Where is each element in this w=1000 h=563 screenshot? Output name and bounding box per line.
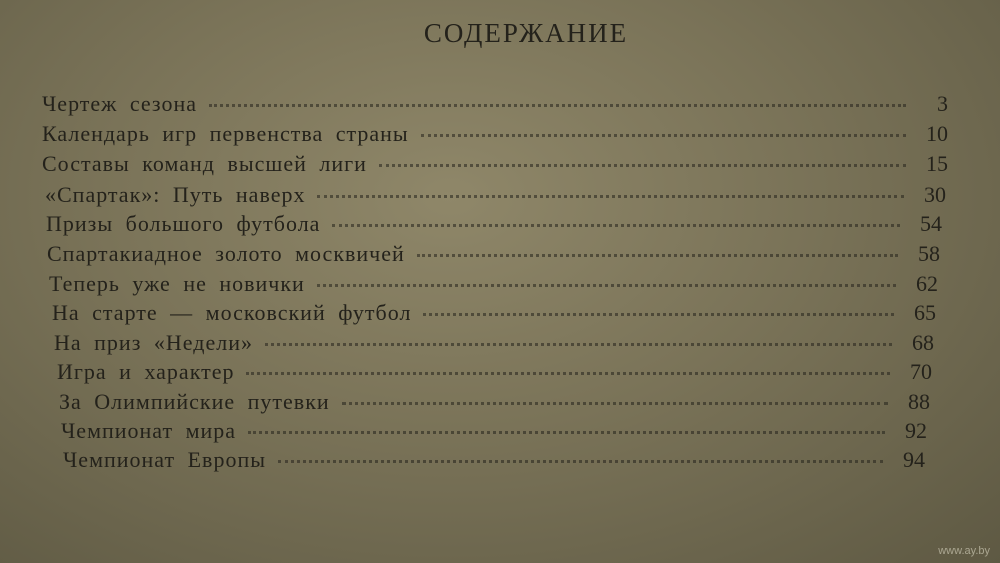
watermark: www.ay.by xyxy=(938,545,990,557)
toc-entry-page: 3 xyxy=(937,91,948,116)
toc-entry-page: 68 xyxy=(912,330,934,355)
dot-leader xyxy=(209,100,906,107)
toc-entry xyxy=(42,151,948,181)
dot-leader xyxy=(317,191,904,198)
toc-entry-page: 62 xyxy=(916,271,938,296)
toc-entry-title: Чемпионат Европы xyxy=(63,447,266,472)
toc-entry xyxy=(63,447,925,477)
toc-entry-title: Составы команд высшей лиги xyxy=(42,151,367,176)
toc-entry-title: Теперь уже не новички xyxy=(49,271,305,296)
toc-entry xyxy=(57,359,932,389)
toc-entry xyxy=(42,91,948,121)
dot-leader xyxy=(342,398,888,405)
toc-entry-title: На старте — московский футбол xyxy=(52,300,412,325)
toc-entry-page: 10 xyxy=(926,121,948,146)
toc-entry-page: 65 xyxy=(914,300,936,325)
toc-entry xyxy=(54,330,934,360)
toc-entry-page: 70 xyxy=(910,359,932,384)
page-title: СОДЕРЖАНИЕ xyxy=(423,18,629,48)
toc-entry-page: 58 xyxy=(918,241,940,266)
toc-entry-title: Календарь игр первенства страны xyxy=(42,121,409,146)
toc-entry-title: Чертеж сезона xyxy=(42,91,198,116)
dot-leader xyxy=(317,280,896,287)
toc-entry-page: 30 xyxy=(924,182,946,207)
dot-leader xyxy=(248,427,885,434)
toc-entry-title: Призы большого футбола xyxy=(46,211,321,236)
toc-entry xyxy=(59,389,930,419)
toc-entry-page: 54 xyxy=(920,211,942,236)
dot-leader xyxy=(379,160,906,167)
toc-entry xyxy=(47,241,940,271)
toc-entry xyxy=(46,211,942,241)
toc-entry xyxy=(45,182,946,212)
toc-entry-title: Игра и характер xyxy=(57,359,235,384)
toc-entry-page: 15 xyxy=(926,151,948,176)
toc-entry-page: 88 xyxy=(908,389,930,414)
dot-leader xyxy=(246,368,890,375)
dot-leader xyxy=(423,309,894,316)
toc-entry-title: На приз «Недели» xyxy=(54,330,253,355)
dot-leader xyxy=(421,130,906,137)
toc-entry-title: «Спартак»: Путь наверх xyxy=(45,182,306,207)
toc-entry-page: 92 xyxy=(905,418,927,443)
toc-entry-title: Чемпионат мира xyxy=(61,418,237,443)
toc-entry-title: За Олимпийские путевки xyxy=(59,389,330,414)
toc-entry xyxy=(49,271,938,301)
dot-leader xyxy=(265,339,892,346)
toc-entry xyxy=(61,418,927,448)
toc-entry-title: Спартакиадное золото москвичей xyxy=(47,241,405,266)
toc-entry xyxy=(42,121,948,151)
dot-leader xyxy=(278,456,883,463)
toc-entry xyxy=(52,300,936,330)
dot-leader xyxy=(417,250,898,257)
toc-entry-page: 94 xyxy=(903,447,925,472)
dot-leader xyxy=(332,220,900,227)
